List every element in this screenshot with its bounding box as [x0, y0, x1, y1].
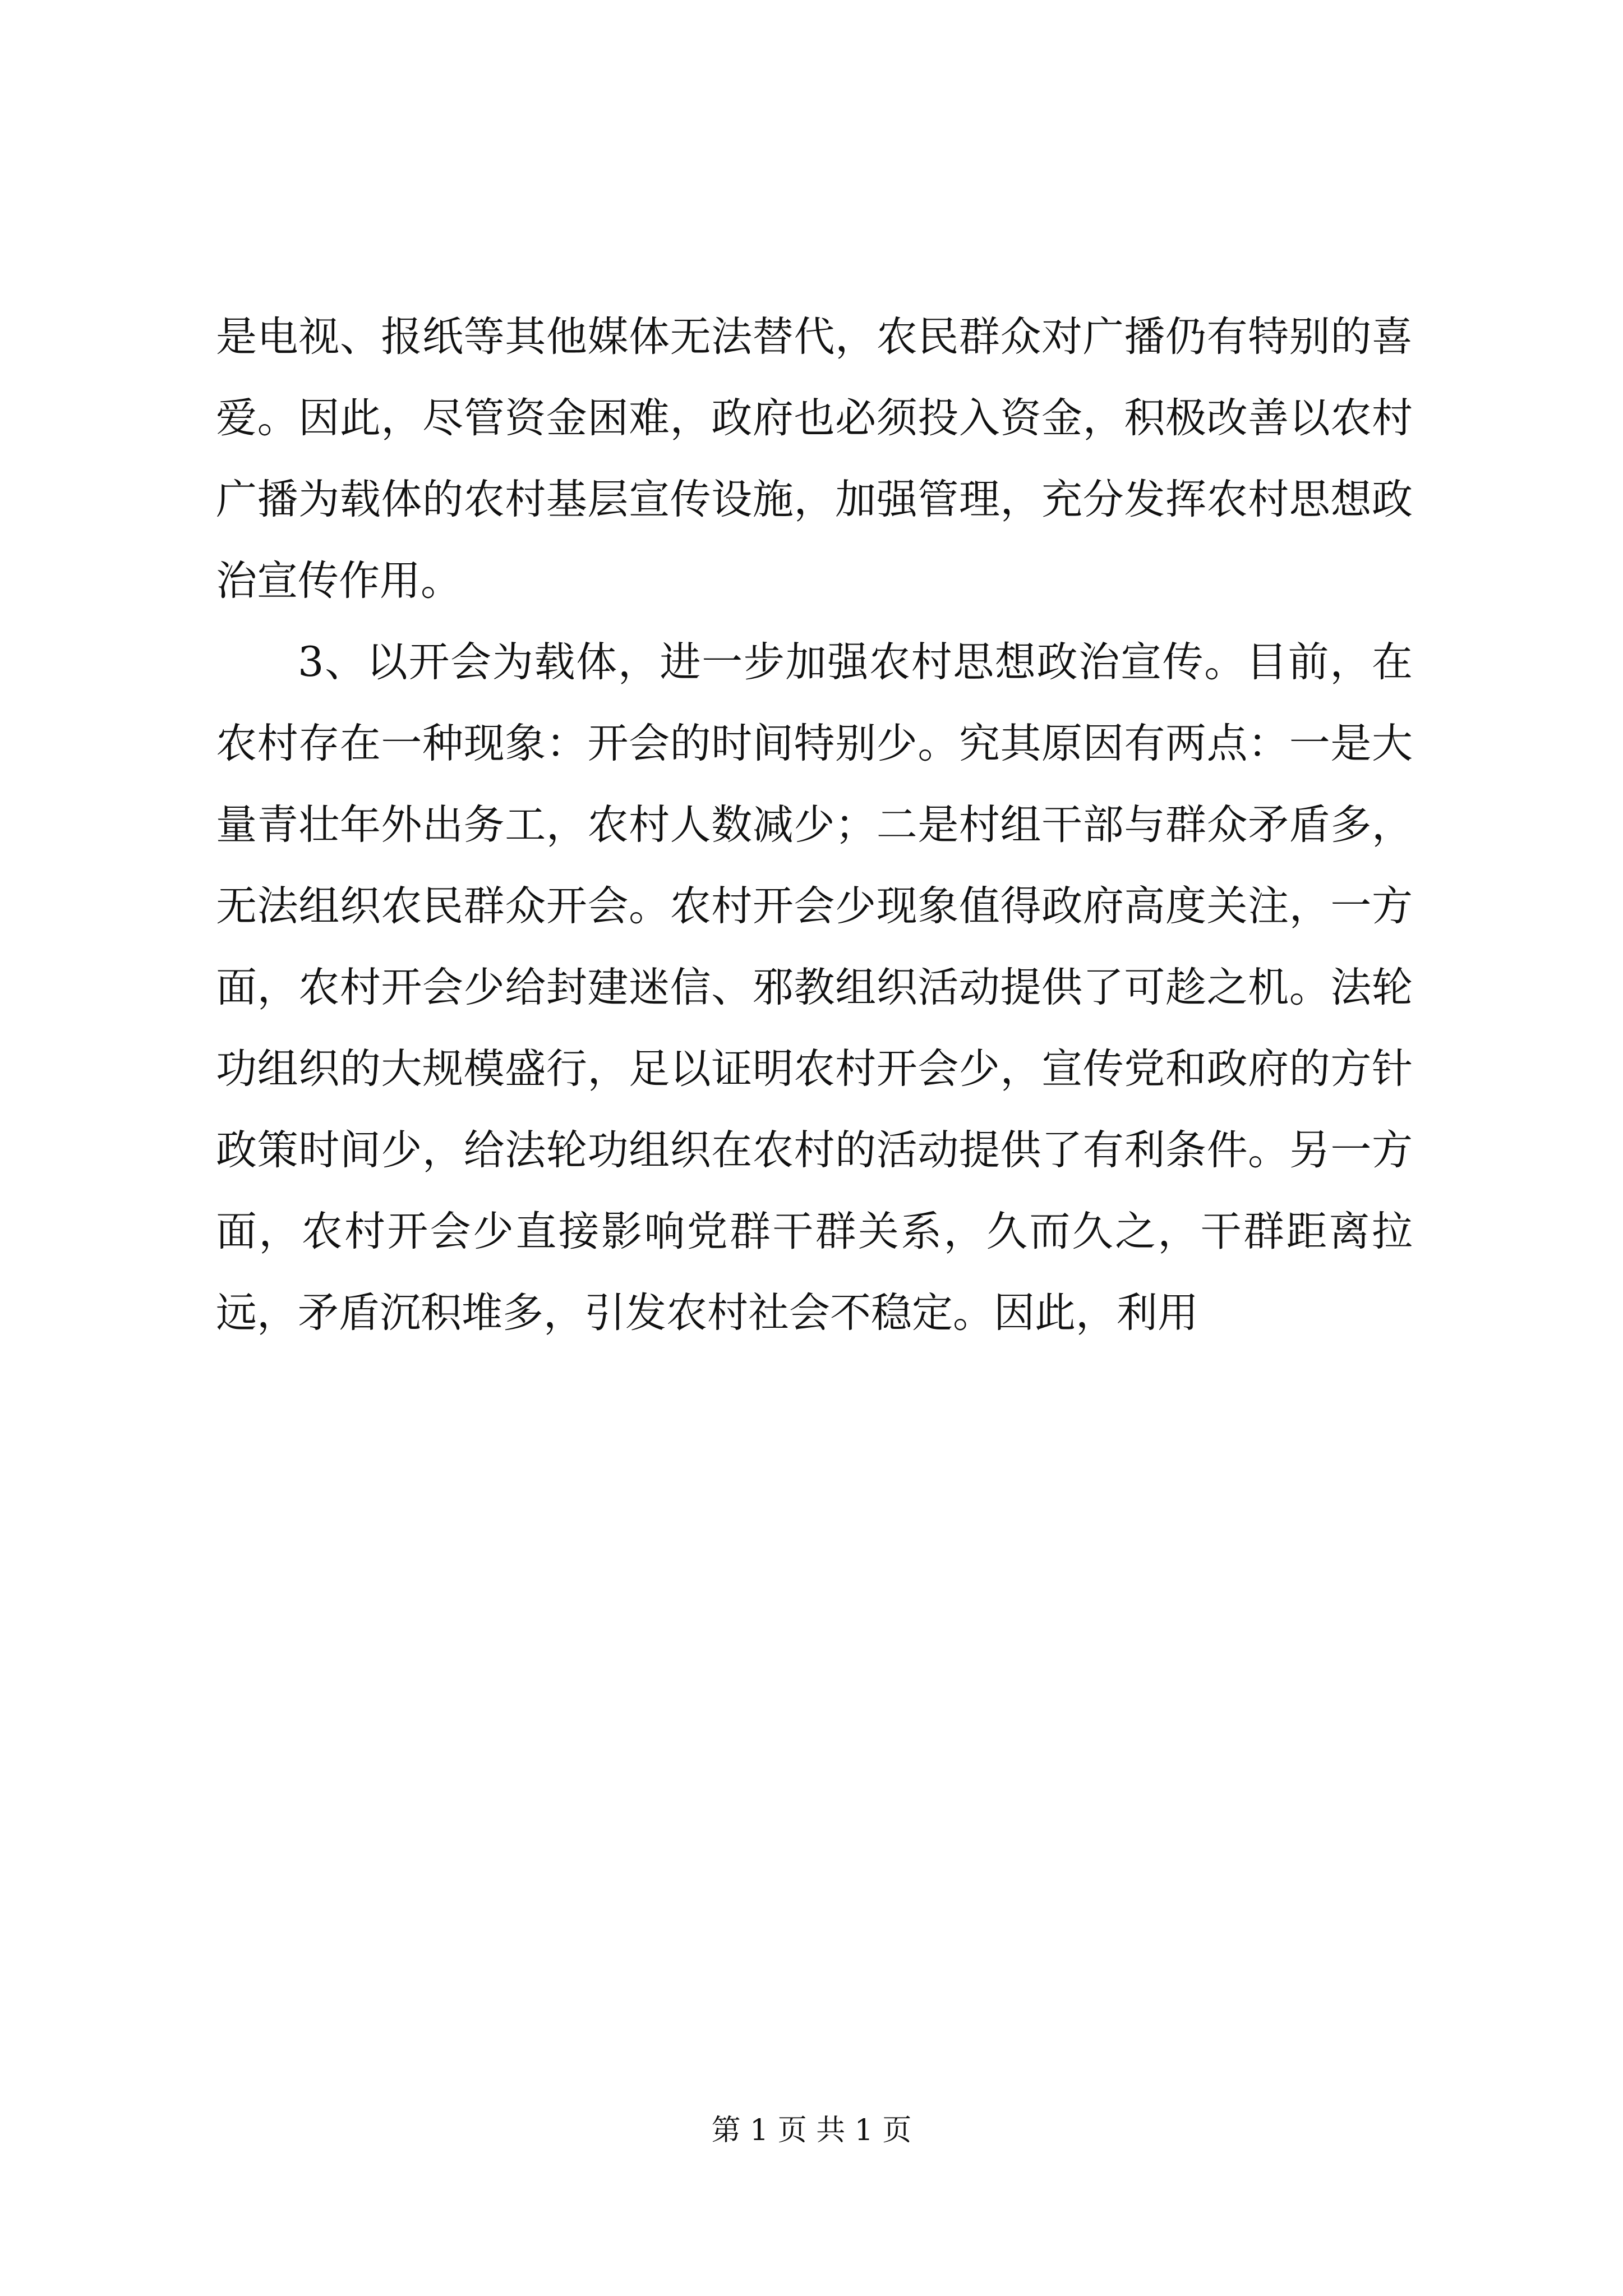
page-footer: 第 1 页 共 1 页	[711, 2114, 912, 2147]
paragraph-section-3: 3、以开会为载体，进一步加强农村思想政治宣传。目前，在农村存在一种现象：开会的时间特别少。究其原因有两点：一是大量青壮年外出务工，农村人数减少；二是村组干部与群众矛盾多，无法组织农民群众开会。农村开会少现象值得政府高度关注，一方面，农村开会少给封建迷信、邪教组织活动提供了可趁之机。法轮功组织的大规模盛行，足以证明农村开会少，宣传党和政府的方针政策时间少，给法轮功组织在农村的活动提供了有利条件。另一方面，农村开会少直接影响党群干群关系，久而久之，干群距离拉远，矛盾沉积堆多，引发农村社会不稳定。因此，利用	[216, 638, 1413, 1337]
document-body	[216, 296, 1413, 1354]
paragraph-continuation: 是电视、报纸等其他媒体无法替代，农民群众对广播仍有特别的喜爱。因此，尽管资金困难，政府也必须投入资金，积极改善以农村广播为载体的农村基层宣传设施，加强管理，充分发挥农村思想政治宣传作用。	[216, 313, 1413, 605]
